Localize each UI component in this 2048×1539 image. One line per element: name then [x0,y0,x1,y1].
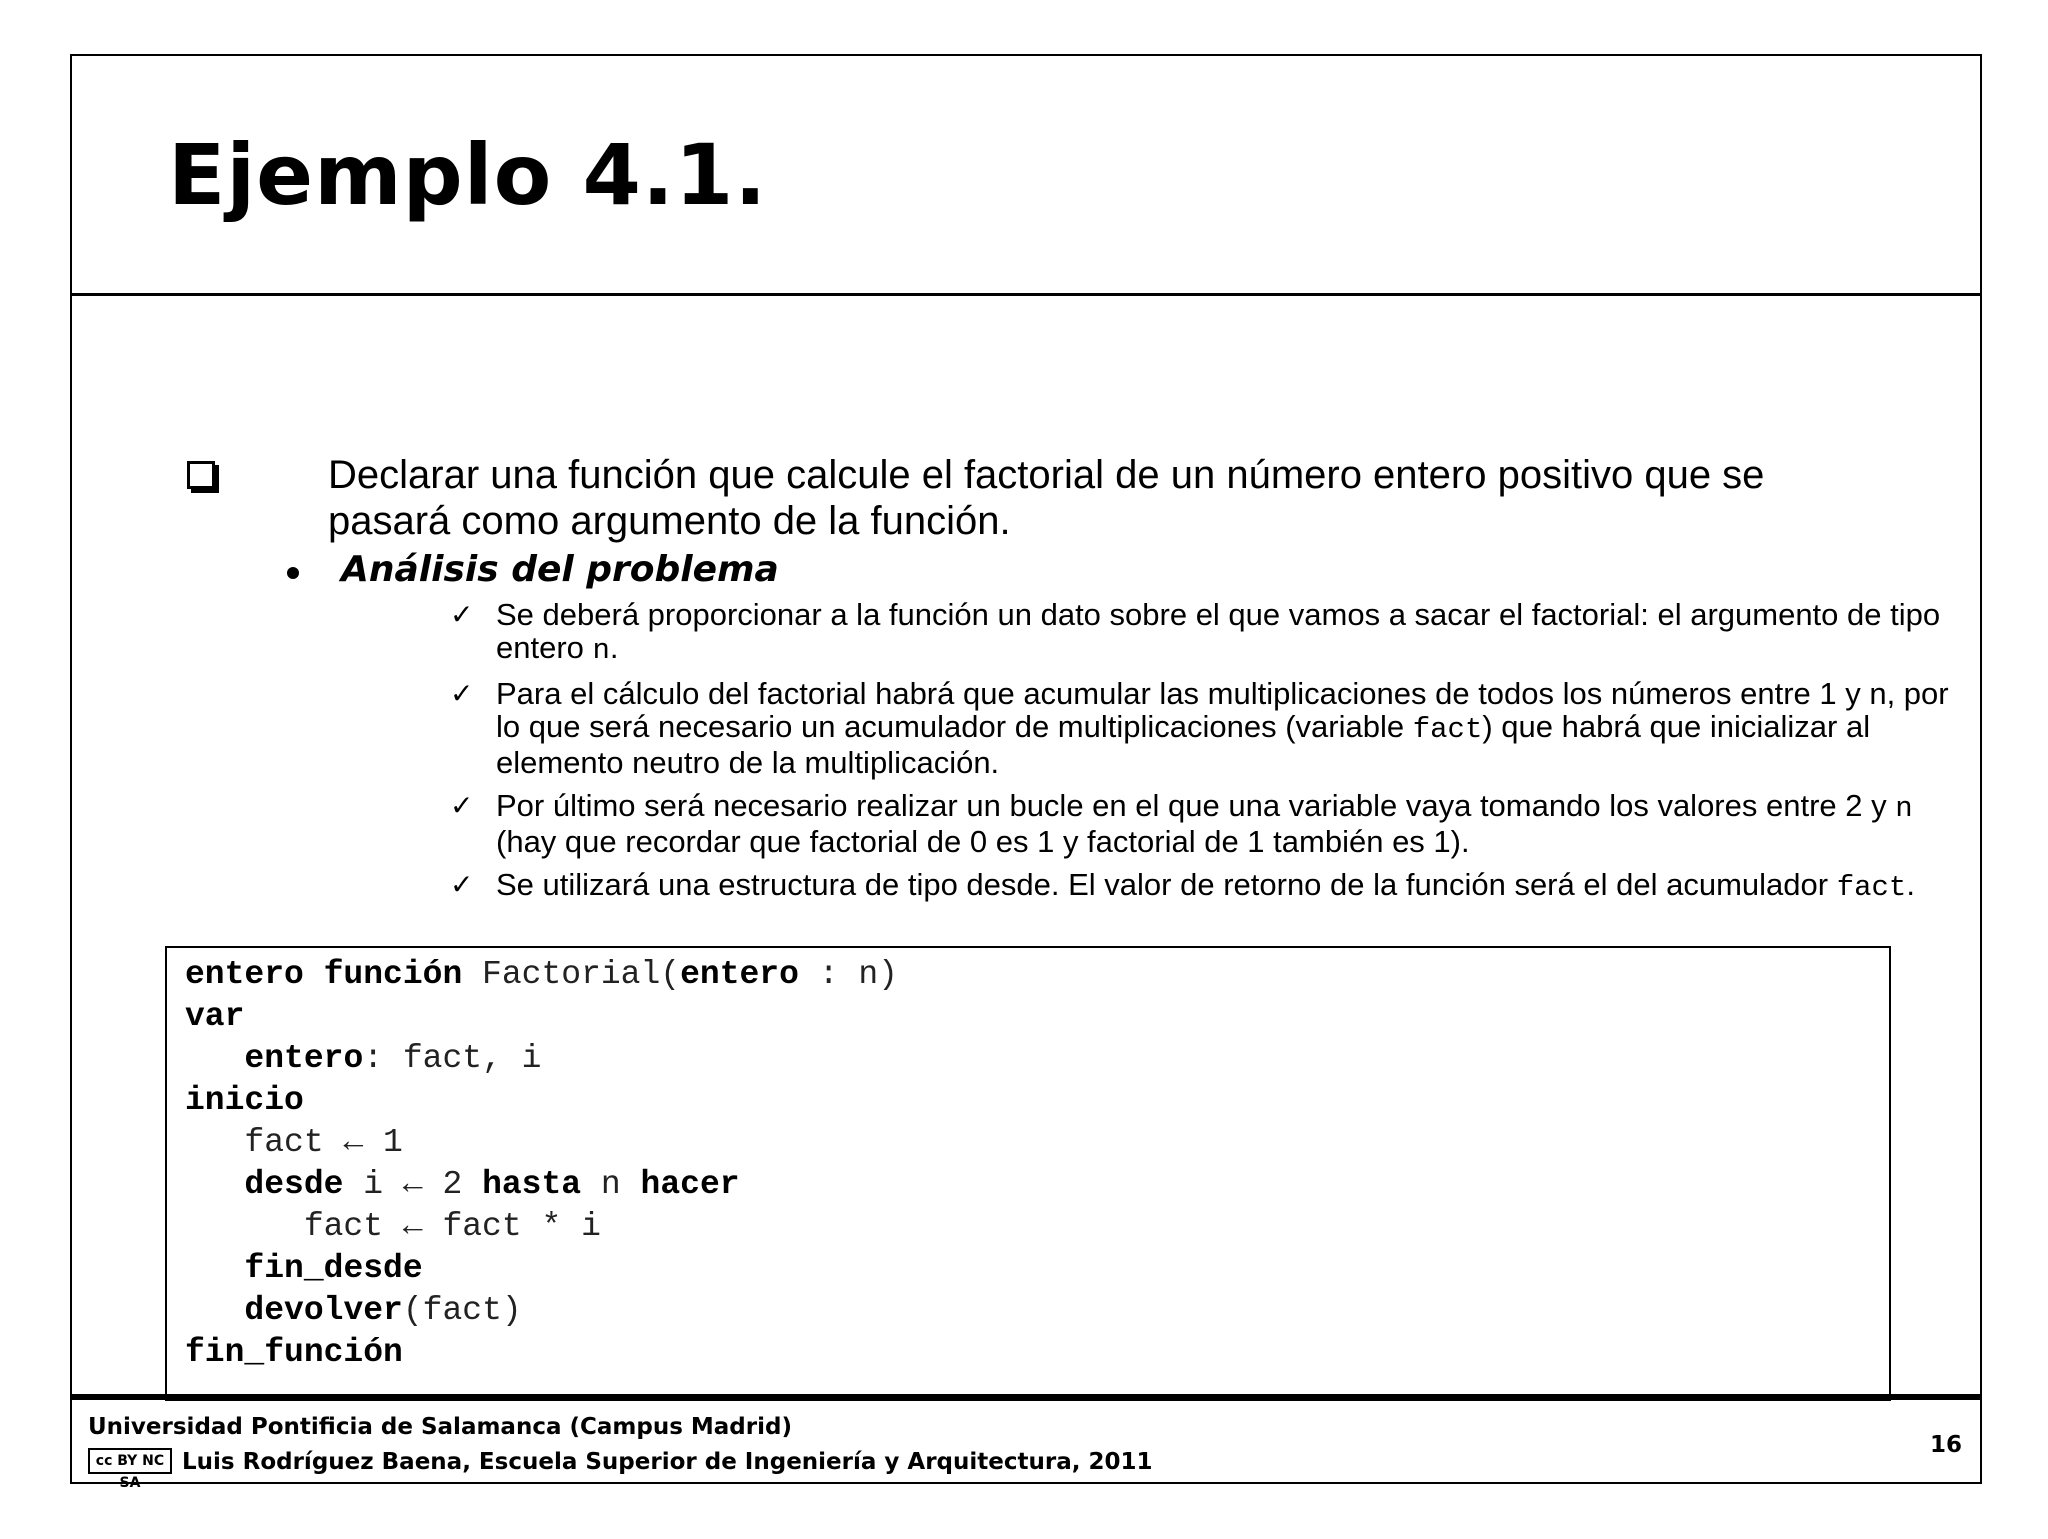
author-credit: Luis Rodríguez Baena, Escuela Superior de Ingeniería y Arquitectura, 2011 [182,1449,1153,1475]
check-list [450,598,1950,914]
sub-bullet-text: Análisis del problema [341,549,779,590]
slide-footer [72,1394,1980,1491]
check-text: Se utilizará una estructura de tipo desde. El valor de retorno de la función será el del acumulador fact. [496,867,1915,904]
checkmark-icon: ✓ [450,868,474,901]
pseudocode: entero función Factorial(entero : n) var entero: fact, i inicio fact ← 1 desde i ← 2 hasta n hacer fact ← fact * i fin_desde devolver(fact) fin_función [185,956,898,1371]
main-bullet-text: Declarar una función que calcule el factorial de un número entero positivo que se pasará como argumento de la función. [328,453,1765,543]
check-text: Por último será necesario realizar un bucle en el que una variable vaya tomando los valores entre 2 y n (hay que recordar que factorial de 0 es 1 y factorial de 1 también es 1). [496,788,1913,859]
code-block [165,946,1891,1401]
slide [70,54,1982,1491]
creative-commons-icon: cc BY NC SA [88,1448,172,1474]
checkbox-bullet-icon [187,461,215,489]
check-item [450,868,1950,904]
check-item [450,677,1950,779]
slide-title: Ejemplo 4.1. [168,126,768,224]
checkmark-icon: ✓ [450,789,474,822]
check-text: Para el cálculo del factorial habrá que acumular las multiplicaciones de todos los números entre 1 y n, por lo que será necesario un acumulador de multiplicaciones (variable fact) que habrá que inicializar al elemento neutro de la multiplicación. [496,676,1949,780]
dot-bullet-icon [287,567,299,579]
title-area [72,56,1980,296]
university-name: Universidad Pontificia de Salamanca (Campus Madrid) [88,1414,792,1440]
checkmark-icon: ✓ [450,677,474,710]
page-number: 16 [1929,1432,1962,1458]
check-item [450,789,1950,858]
check-item [450,598,1950,667]
check-text: Se deberá proporcionar a la función un dato sobre el que vamos a sacar el factorial: el argumento de tipo entero n. [496,597,1941,667]
checkmark-icon: ✓ [450,598,474,631]
slide-content [72,296,1980,1446]
